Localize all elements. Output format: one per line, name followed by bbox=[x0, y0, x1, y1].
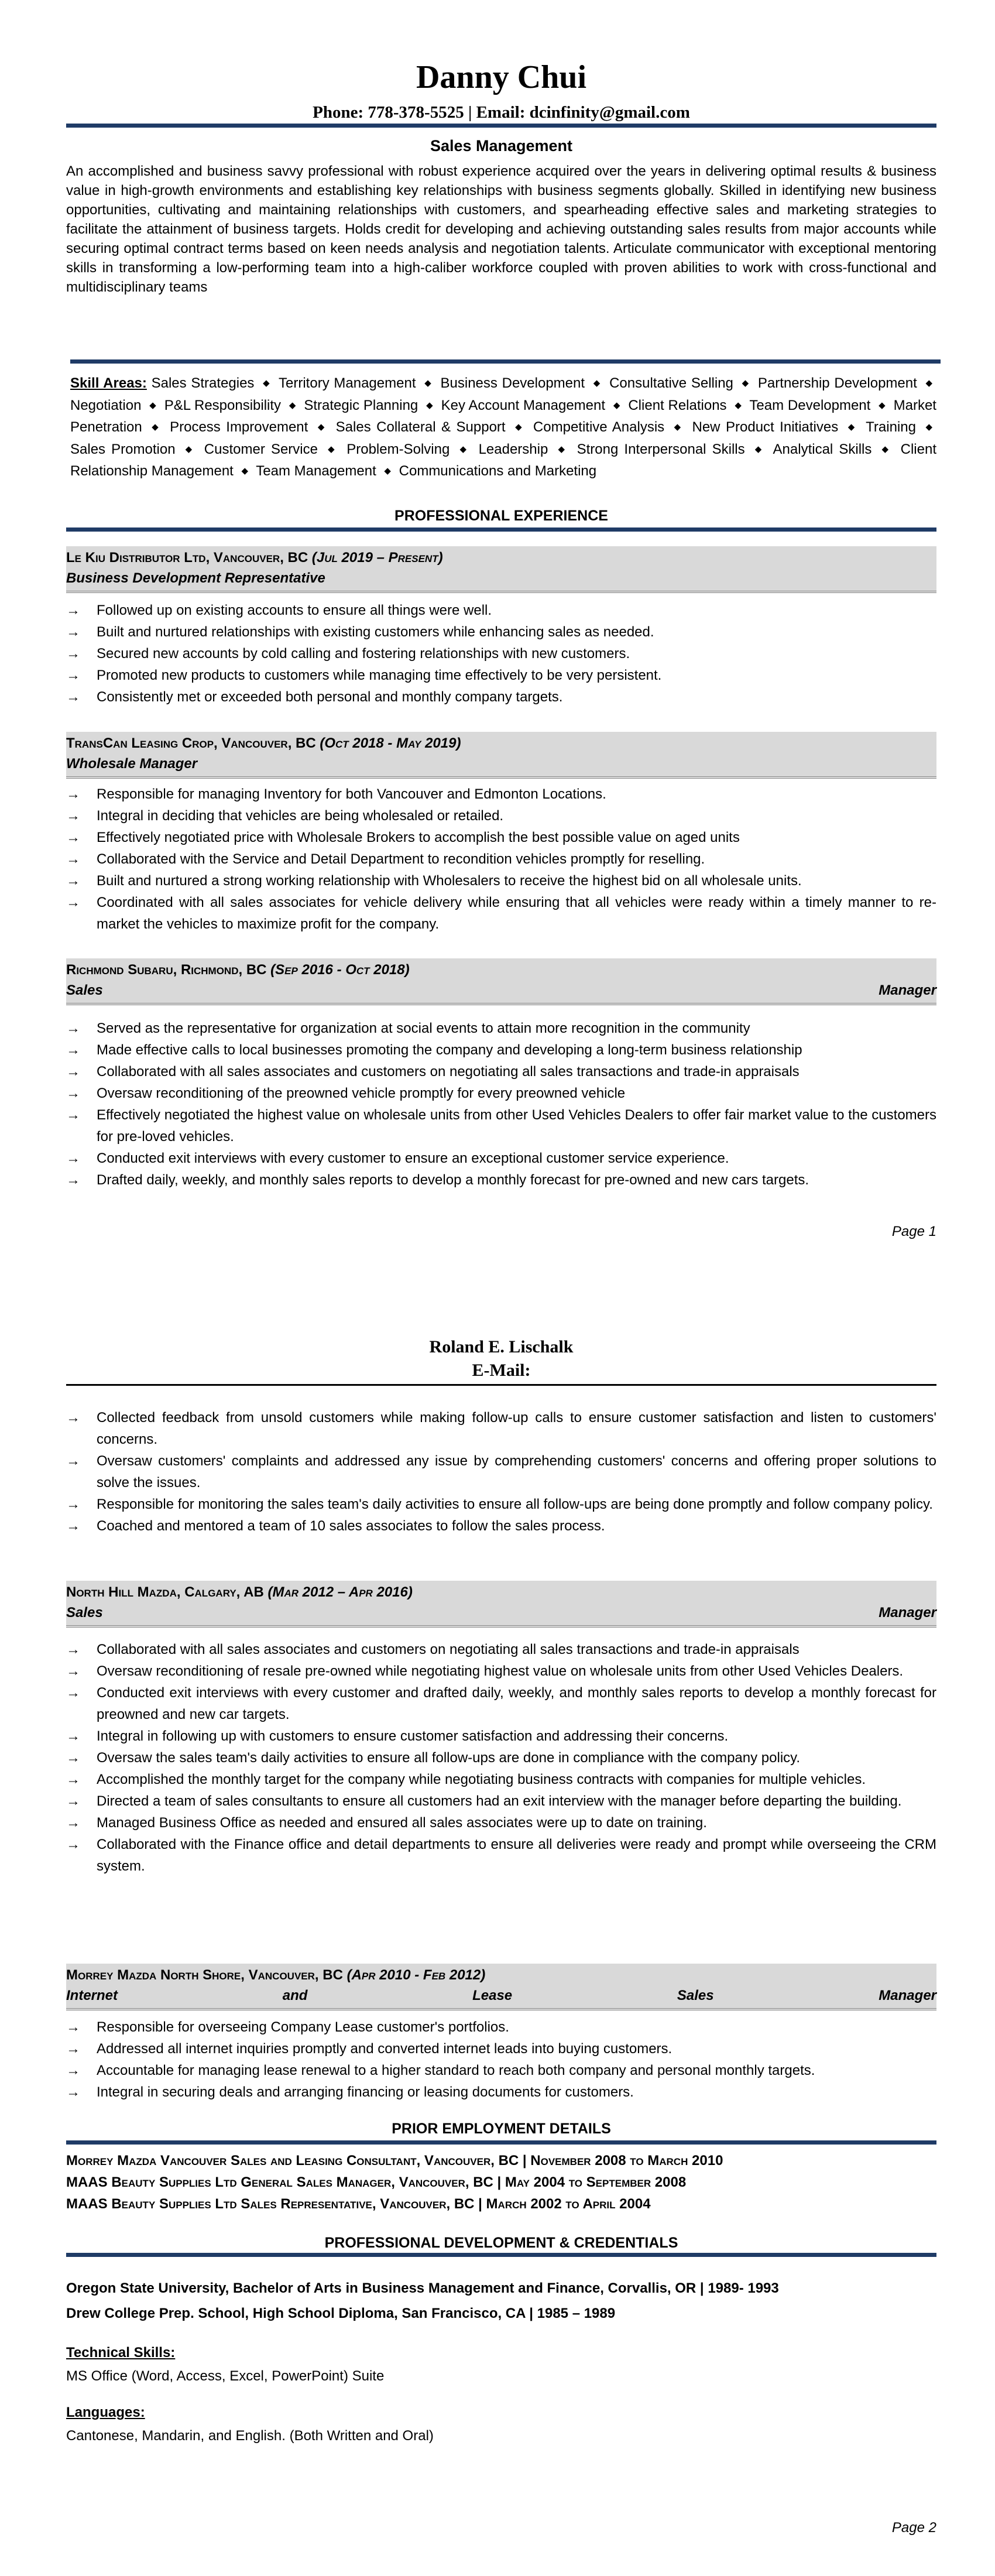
skill-item: Sales Strategies bbox=[151, 375, 255, 391]
skill-item: P&L Responsibility bbox=[164, 397, 282, 413]
bullet-text: Managed Business Office as needed and ensured all sales associates were up to date on training. bbox=[97, 1815, 707, 1831]
list-item bbox=[66, 1769, 936, 1790]
bullet-text: Coordinated with all sales associates for vehicle delivery while ensuring that all vehicles were ready within a timely manner to re-market the vehicles to maximize profit for the company. bbox=[97, 895, 936, 932]
list-item bbox=[66, 805, 936, 827]
skill-item: Territory Management bbox=[279, 375, 416, 391]
prior-divider bbox=[66, 2140, 936, 2145]
bullet-text: Integral in securing deals and arranging financing or leasing documents for customers. bbox=[97, 2084, 634, 2100]
skill-item: Sales Promotion bbox=[70, 441, 176, 457]
job-header bbox=[66, 732, 936, 779]
diamond-separator-icon: ◆ bbox=[263, 378, 270, 388]
arrow-bullet-icon: → bbox=[66, 1772, 80, 1787]
skill-item: Training bbox=[866, 419, 916, 435]
languages-label: Languages: bbox=[66, 2404, 145, 2420]
list-item bbox=[66, 2016, 936, 2038]
bullet-text: Oversaw customers' complaints and addressed any issue by comprehending customers' concerns and offering proper solutions to solve the issues. bbox=[97, 1453, 936, 1491]
list-item bbox=[66, 1682, 936, 1725]
job-bullet-list bbox=[66, 783, 936, 935]
diamond-separator-icon: ◆ bbox=[317, 422, 327, 432]
experience-title: PROFESSIONAL EXPERIENCE bbox=[394, 508, 608, 524]
bullet-text: Effectively negotiated the highest value on wholesale units from other Used Vehicles Dealers to offer fair market value to the customers for pre-loved vehicles. bbox=[97, 1107, 936, 1145]
arrow-bullet-icon: → bbox=[66, 667, 80, 683]
list-item bbox=[66, 1061, 936, 1083]
job-title: Wholesale Manager bbox=[66, 756, 198, 772]
bullet-text: Directed a team of sales consultants to ensure all customers had an exit interview with the manager before departing the building. bbox=[97, 1793, 902, 1809]
arrow-bullet-icon: → bbox=[66, 1085, 80, 1101]
arrow-bullet-icon: → bbox=[66, 1107, 80, 1123]
job-dates: (Oct 2018 - May 2019) bbox=[320, 735, 461, 751]
job-bullet-list bbox=[66, 1018, 936, 1191]
company-line bbox=[66, 1582, 936, 1603]
company-name: North Hill Mazda, Calgary, AB bbox=[66, 1584, 264, 1600]
diamond-separator-icon: ◆ bbox=[289, 400, 296, 410]
bullet-text: Built and nurtured relationships with existing customers while enhancing sales as needed. bbox=[97, 624, 654, 640]
list-item bbox=[66, 848, 936, 870]
arrow-bullet-icon: → bbox=[66, 1172, 80, 1188]
arrow-bullet-icon: → bbox=[66, 1064, 80, 1080]
list-item bbox=[66, 2060, 936, 2081]
bullet-text: Coached and mentored a team of 10 sales associates to follow the sales process. bbox=[97, 1518, 605, 1534]
bullet-text: Drafted daily, weekly, and monthly sales reports to develop a monthly forecast for pre-owned and new cars targets. bbox=[97, 1172, 809, 1188]
list-item bbox=[66, 1493, 936, 1515]
list-item bbox=[66, 1660, 936, 1682]
diamond-separator-icon: ◆ bbox=[515, 422, 524, 432]
arrow-bullet-icon: → bbox=[66, 1020, 80, 1036]
page-number-2: Page 2 bbox=[891, 2520, 936, 2536]
list-item bbox=[66, 600, 936, 621]
technical-skills-text: MS Office (Word, Access, Excel, PowerPoint) Suite bbox=[66, 2368, 385, 2384]
diamond-separator-icon: ◆ bbox=[424, 378, 432, 388]
arrow-bullet-icon: → bbox=[66, 851, 80, 867]
list-item bbox=[66, 1104, 936, 1147]
job-header bbox=[66, 1581, 936, 1628]
education-entry: Oregon State University, Bachelor of Arts in Business Management and Finance, Corvallis, OR | 1989- 1993 bbox=[66, 2280, 779, 2296]
arrow-bullet-icon: → bbox=[66, 1728, 80, 1744]
list-item bbox=[66, 2038, 936, 2060]
skill-item: Leadership bbox=[478, 441, 548, 457]
bullet-text: Oversaw reconditioning of the preowned vehicle promptly for every preowned vehicle bbox=[97, 1085, 626, 1101]
bullet-text: Responsible for managing Inventory for both Vancouver and Edmonton Locations. bbox=[97, 786, 606, 802]
diamond-separator-icon: ◆ bbox=[848, 422, 857, 432]
bullet-text: Collected feedback from unsold customers while making follow-up calls to ensure customer satisfaction and listen to customers' concerns. bbox=[97, 1410, 936, 1447]
education-entry: Drew College Prep. School, High School Diploma, San Francisco, CA | 1985 – 1989 bbox=[66, 2306, 616, 2321]
list-item bbox=[66, 643, 936, 664]
bullet-text: Promoted new products to customers while managing time effectively to be very persistent. bbox=[97, 667, 662, 683]
skill-item: Market Penetration bbox=[70, 397, 936, 435]
arrow-bullet-icon: → bbox=[66, 646, 80, 662]
job-dates: (Mar 2012 – Apr 2016) bbox=[267, 1584, 413, 1600]
list-item bbox=[66, 1812, 936, 1834]
job-dates: (Jul 2019 – Present) bbox=[311, 550, 443, 566]
list-item bbox=[66, 1018, 936, 1039]
experience-divider bbox=[66, 527, 936, 532]
arrow-bullet-icon: → bbox=[66, 1518, 80, 1534]
list-item bbox=[66, 1450, 936, 1493]
bullet-text: Collaborated with the Service and Detail Department to recondition vehicles promptly for reselling. bbox=[97, 851, 705, 867]
arrow-bullet-icon: → bbox=[66, 2019, 80, 2035]
skill-areas-label: Skill Areas: bbox=[70, 375, 147, 391]
diamond-separator-icon: ◆ bbox=[459, 444, 469, 454]
diamond-separator-icon: ◆ bbox=[613, 400, 620, 410]
skill-item: Process Improvement bbox=[170, 419, 308, 435]
bullet-text: Collaborated with the Finance office and detail departments to ensure all deliveries were ready and prompt while overseeing the CRM system. bbox=[97, 1837, 936, 1874]
prior-employment-list bbox=[66, 2150, 936, 2215]
bullet-text: Responsible for monitoring the sales team's daily activities to ensure all follow-ups are being done promptly and follow company policy. bbox=[97, 1496, 933, 1512]
job-bullet-list bbox=[66, 2016, 936, 2103]
arrow-bullet-icon: → bbox=[66, 873, 80, 889]
arrow-bullet-icon: → bbox=[66, 602, 80, 618]
company-line bbox=[66, 1965, 936, 1986]
skill-item: Team Management bbox=[256, 463, 376, 479]
arrow-bullet-icon: → bbox=[66, 2084, 80, 2100]
diamond-separator-icon: ◆ bbox=[674, 422, 683, 432]
credentials-divider bbox=[66, 2253, 936, 2257]
diamond-separator-icon: ◆ bbox=[593, 378, 601, 388]
summary-text: An accomplished and business savvy professional with robust experience acquired over the years in delivering optimal results & business value in high-growth environments and establishing key relationships with business segments globally. Skilled in identifying new business opportunities, cultivating and maintaining relationships with customers, and spearheading effective sales and marketing strategies to facilitate the attainment of business targets. Holds credit for developing and achieving outstanding sales results from major accounts while securing optimal contract terms based on keen needs analysis and negotiation talents. Articulate communicator with exceptional mentoring skills in transforming a low-performing team into a high-caliber workforce coupled with proven abilities to work with cross-functional and multidisciplinary teams bbox=[66, 163, 936, 295]
continued-bullet-list bbox=[66, 1407, 936, 1537]
bullet-text: Made effective calls to local businesses promoting the company and developing a long-term business relationship bbox=[97, 1042, 802, 1058]
list-item bbox=[66, 1147, 936, 1169]
prior-employment-entry: Morrey Mazda Vancouver Sales and Leasing Consultant, Vancouver, BC | November 2008 to March 2010 bbox=[66, 2153, 723, 2169]
bullet-text: Collaborated with all sales associates and customers on negotiating all sales transactions and trade-in appraisals bbox=[97, 1642, 800, 1657]
list-item bbox=[66, 783, 936, 805]
bullet-text: Secured new accounts by cold calling and fostering relationships with new customers. bbox=[97, 646, 630, 662]
arrow-bullet-icon: → bbox=[66, 786, 80, 802]
bullet-text: Built and nurtured a strong working relationship with Wholesalers to receive the highest bid on all wholesale units. bbox=[97, 873, 802, 889]
list-item bbox=[66, 1790, 936, 1812]
list-item bbox=[66, 1083, 936, 1104]
page-number-1: Page 1 bbox=[891, 1224, 936, 1239]
arrow-bullet-icon: → bbox=[66, 2063, 80, 2078]
list-item bbox=[66, 1169, 936, 1191]
job-title: Sales Manager bbox=[66, 982, 936, 998]
diamond-separator-icon: ◆ bbox=[881, 444, 891, 454]
bullet-text: Served as the representative for organization at social events to attain more recognition in the community bbox=[97, 1020, 750, 1036]
arrow-bullet-icon: → bbox=[66, 1837, 80, 1852]
skill-item: Client Relations bbox=[628, 397, 727, 413]
arrow-bullet-icon: → bbox=[66, 1642, 80, 1657]
arrow-bullet-icon: → bbox=[66, 624, 80, 640]
list-item bbox=[66, 686, 936, 708]
arrow-bullet-icon: → bbox=[66, 689, 80, 705]
bullet-text: Consistently met or exceeded both personal and monthly company targets. bbox=[97, 689, 563, 705]
skill-item: Competitive Analysis bbox=[533, 419, 665, 435]
skill-item: Team Development bbox=[749, 397, 871, 413]
company-name: Morrey Mazda North Shore, Vancouver, BC bbox=[66, 1967, 343, 1983]
bullet-text: Integral in deciding that vehicles are being wholesaled or retailed. bbox=[97, 808, 504, 824]
page2-email-label: E-Mail: bbox=[472, 1361, 531, 1380]
list-item bbox=[66, 870, 936, 892]
diamond-separator-icon: ◆ bbox=[426, 400, 433, 410]
diamond-separator-icon: ◆ bbox=[149, 400, 156, 410]
skill-item: Analytical Skills bbox=[773, 441, 872, 457]
prior-employment-entry: MAAS Beauty Supplies Ltd Sales Representative, Vancouver, BC | March 2002 to April 2004 bbox=[66, 2196, 651, 2212]
arrow-bullet-icon: → bbox=[66, 1793, 80, 1809]
diamond-separator-icon: ◆ bbox=[185, 444, 194, 454]
arrow-bullet-icon: → bbox=[66, 1663, 80, 1679]
bullet-text: Collaborated with all sales associates and customers on negotiating all sales transactions and trade-in appraisals bbox=[97, 1064, 800, 1080]
arrow-bullet-icon: → bbox=[66, 1150, 80, 1166]
skill-item: New Product Initiatives bbox=[692, 419, 839, 435]
arrow-bullet-icon: → bbox=[66, 1453, 80, 1469]
bullet-text: Integral in following up with customers to ensure customer satisfaction and addressing their concerns. bbox=[97, 1728, 729, 1744]
list-item bbox=[66, 827, 936, 848]
skills-divider bbox=[70, 359, 941, 364]
page2-divider bbox=[66, 1384, 936, 1386]
skill-item: Business Development bbox=[440, 375, 585, 391]
skill-item: Key Account Management bbox=[441, 397, 606, 413]
prior-employment-title: PRIOR EMPLOYMENT DETAILS bbox=[392, 2121, 611, 2137]
bullet-text: Accountable for managing lease renewal to a higher standard to reach both company and personal monthly targets. bbox=[97, 2063, 815, 2078]
skill-item: Consultative Selling bbox=[609, 375, 733, 391]
bullet-text: Conducted exit interviews with every customer to ensure an exceptional customer service experience. bbox=[97, 1150, 729, 1166]
diamond-separator-icon: ◆ bbox=[152, 422, 160, 432]
list-item bbox=[66, 2081, 936, 2103]
page2-name: Roland E. Lischalk bbox=[429, 1337, 574, 1356]
bullet-text: Accomplished the monthly target for the company while negotiating business contracts with companies for multiple vehicles. bbox=[97, 1772, 866, 1787]
bullet-text: Responsible for overseeing Company Lease customer's portfolios. bbox=[97, 2019, 509, 2035]
skill-item: Sales Collateral & Support bbox=[335, 419, 506, 435]
list-item bbox=[66, 1725, 936, 1747]
job-dates: (Apr 2010 - Feb 2012) bbox=[346, 1967, 486, 1983]
list-item bbox=[66, 1747, 936, 1769]
list-item bbox=[66, 1407, 936, 1450]
job-title: Sales Manager bbox=[66, 1605, 936, 1621]
skill-item: Problem-Solving bbox=[346, 441, 450, 457]
job-title: Business Development Representative bbox=[66, 570, 325, 586]
list-item bbox=[66, 1515, 936, 1537]
arrow-bullet-icon: → bbox=[66, 1410, 80, 1426]
arrow-bullet-icon: → bbox=[66, 1750, 80, 1766]
bullet-text: Oversaw the sales team's daily activities to ensure all follow-ups are done in compliance with the company policy. bbox=[97, 1750, 801, 1766]
skill-item: Client Relationship Management bbox=[70, 441, 936, 479]
technical-skills-label: Technical Skills: bbox=[66, 2345, 176, 2361]
list-item bbox=[66, 621, 936, 643]
candidate-name: Danny Chui bbox=[416, 59, 587, 95]
diamond-separator-icon: ◆ bbox=[742, 378, 750, 388]
bullet-text: Effectively negotiated price with Wholesale Brokers to accomplish the best possible value on aged units bbox=[97, 830, 740, 845]
job-header bbox=[66, 546, 936, 593]
diamond-separator-icon: ◆ bbox=[925, 378, 933, 388]
diamond-separator-icon: ◆ bbox=[925, 422, 932, 432]
arrow-bullet-icon: → bbox=[66, 2041, 80, 2057]
list-item bbox=[66, 1039, 936, 1061]
diamond-separator-icon: ◆ bbox=[754, 444, 764, 454]
company-line bbox=[66, 733, 936, 754]
job-header bbox=[66, 958, 936, 1005]
skill-areas bbox=[70, 372, 936, 482]
list-item bbox=[66, 892, 936, 935]
job-title: Internet and Lease Sales Manager bbox=[66, 1988, 936, 2003]
skill-item: Strategic Planning bbox=[304, 397, 418, 413]
skill-item: Customer Service bbox=[204, 441, 318, 457]
skill-item: Partnership Development bbox=[757, 375, 917, 391]
summary-title: Sales Management bbox=[430, 137, 573, 155]
diamond-separator-icon: ◆ bbox=[879, 400, 886, 410]
job-header bbox=[66, 1964, 936, 2010]
company-line bbox=[66, 960, 936, 981]
diamond-separator-icon: ◆ bbox=[384, 466, 391, 476]
company-name: TransCan Leasing Crop, Vancouver, BC bbox=[66, 735, 316, 751]
job-bullet-list bbox=[66, 1639, 936, 1877]
prior-employment-entry: MAAS Beauty Supplies Ltd General Sales Manager, Vancouver, BC | May 2004 to September 2008 bbox=[66, 2174, 687, 2190]
languages-text: Cantonese, Mandarin, and English. (Both Written and Oral) bbox=[66, 2428, 434, 2444]
bullet-text: Addressed all internet inquiries promptly and converted internet leads into buying customers. bbox=[97, 2041, 673, 2057]
arrow-bullet-icon: → bbox=[66, 808, 80, 824]
bullet-text: Followed up on existing accounts to ensure all things were well. bbox=[97, 602, 492, 618]
diamond-separator-icon: ◆ bbox=[241, 466, 249, 476]
arrow-bullet-icon: → bbox=[66, 1496, 80, 1512]
skill-item: Communications and Marketing bbox=[399, 463, 597, 479]
diamond-separator-icon: ◆ bbox=[735, 400, 742, 410]
contact-line: Phone: 778-378-5525 | Email: dcinfinity@gmail.com bbox=[313, 103, 690, 122]
arrow-bullet-icon: → bbox=[66, 895, 80, 910]
job-dates: (Sep 2016 - Oct 2018) bbox=[270, 962, 410, 978]
company-name: Richmond Subaru, Richmond, BC bbox=[66, 962, 267, 978]
diamond-separator-icon: ◆ bbox=[558, 444, 567, 454]
job-bullet-list bbox=[66, 600, 936, 708]
diamond-separator-icon: ◆ bbox=[328, 444, 337, 454]
arrow-bullet-icon: → bbox=[66, 830, 80, 845]
arrow-bullet-icon: → bbox=[66, 1042, 80, 1058]
arrow-bullet-icon: → bbox=[66, 1685, 80, 1701]
arrow-bullet-icon: → bbox=[66, 1815, 80, 1831]
company-line bbox=[66, 547, 936, 568]
company-name: Le Kiu Distributor Ltd, Vancouver, BC bbox=[66, 550, 308, 566]
skill-item: Strong Interpersonal Skills bbox=[577, 441, 745, 457]
credentials-title: PROFESSIONAL DEVELOPMENT & CREDENTIALS bbox=[324, 2235, 678, 2251]
skill-item: Negotiation bbox=[70, 397, 142, 413]
list-item bbox=[66, 664, 936, 686]
list-item bbox=[66, 1834, 936, 1877]
list-item bbox=[66, 1639, 936, 1660]
header-divider bbox=[66, 124, 936, 128]
bullet-text: Oversaw reconditioning of resale pre-owned while negotiating highest value on wholesale units from other Used Vehicles Dealers. bbox=[97, 1663, 904, 1679]
bullet-text: Conducted exit interviews with every customer and drafted daily, weekly, and monthly sales reports to develop a monthly forecast for preowned and new car targets. bbox=[97, 1685, 936, 1722]
